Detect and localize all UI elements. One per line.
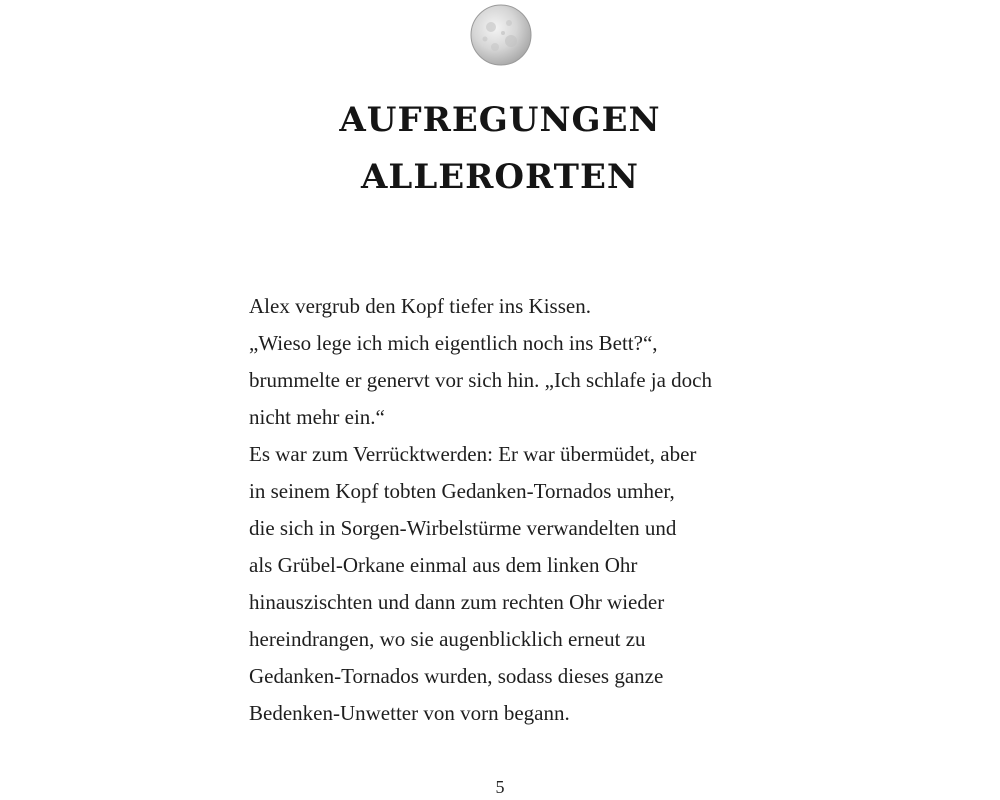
text-line: Alex vergrub den Kopf tiefer ins Kissen. (249, 294, 591, 318)
text-line: „Wieso lege ich mich eigentlich noch ins Bett?“, (249, 331, 658, 355)
text-line: die sich in Sorgen-Wirbelstürme verwandelten und (249, 516, 677, 540)
text-line: als Grübel-Orkane einmal aus dem linken Ohr (249, 553, 638, 577)
moon-illustration (469, 3, 533, 67)
chapter-title-line-1: AUFREGUNGEN (339, 100, 661, 140)
text-line: Gedanken-Tornados wurden, sodass dieses ganze (249, 664, 664, 688)
page-number: 5 (495, 777, 505, 797)
text-line: in seinem Kopf tobten Gedanken-Tornados umher, (249, 479, 675, 503)
text-line: hereindrangen, wo sie augenblicklich erneut zu (249, 627, 646, 651)
chapter-title (0, 92, 1000, 206)
chapter-title-line-2: ALLERORTEN (361, 157, 639, 197)
text-line: Es war zum Verrücktwerden: Er war übermüdet, aber (249, 442, 697, 466)
text-line: hinauszischten und dann zum rechten Ohr wieder (249, 590, 665, 614)
chapter-body-text (249, 288, 809, 732)
text-line: Bedenken-Unwetter von vorn begann. (249, 701, 570, 725)
text-line: nicht mehr ein.“ (249, 405, 385, 429)
text-line: brummelte er genervt vor sich hin. „Ich schlafe ja doch (249, 368, 712, 392)
